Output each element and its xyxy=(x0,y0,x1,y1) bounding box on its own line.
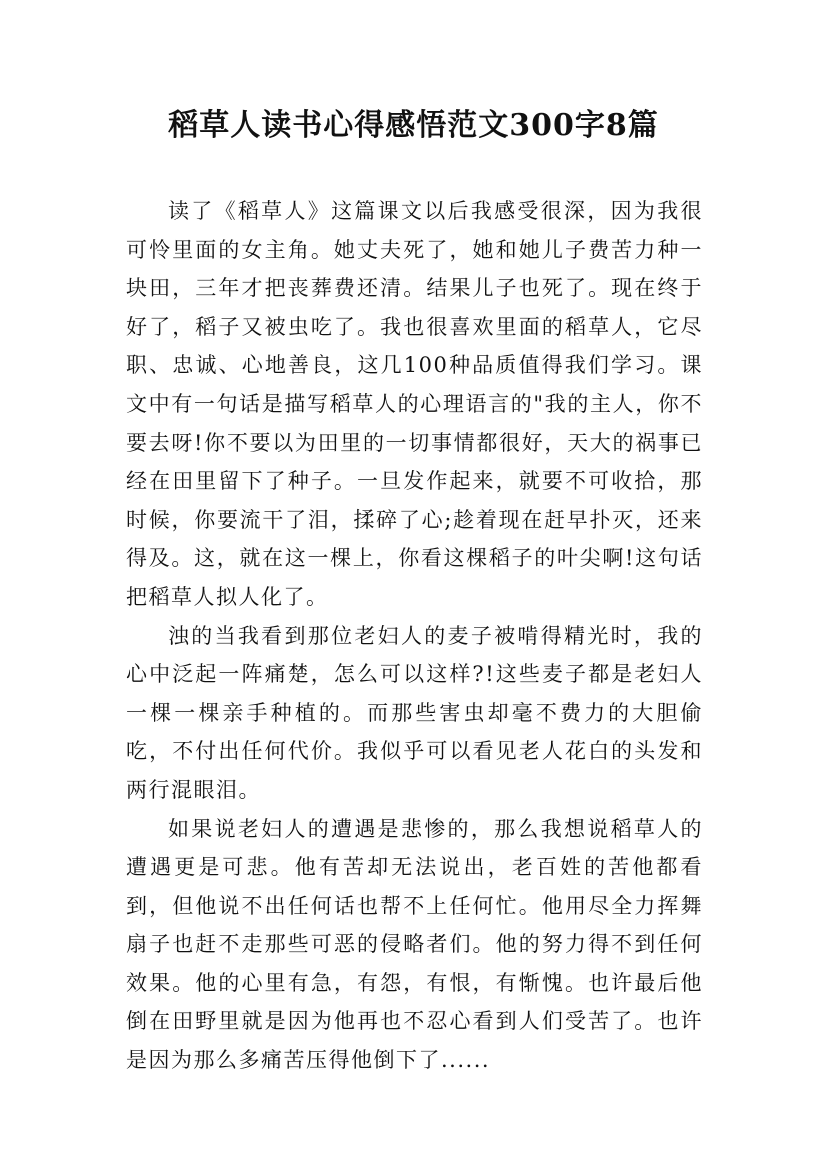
document-title: 稻草人读书心得感悟范文300字8篇 xyxy=(168,108,659,143)
document-body xyxy=(126,192,703,1080)
paragraph-3: 如果说老妇人的遭遇是悲惨的，那么我想说稻草人的遭遇更是可悲。他有苦却无法说出，老百姓的苦他都看到，但他说不出任何话也帮不上任何忙。他用尽全力挥舞扇子也赶不走那些可恶的侵略者们。他的努力得不到任何效果。他的心里有急，有怨，有恨，有惭愧。也许最后他倒在田野里就是因为他再也不忍心看到人们受苦了。也许是因为那么多痛苦压得他倒下了...... xyxy=(126,816,703,1073)
paragraph-1: 读了《稻草人》这篇课文以后我感受很深，因为我很可怜里面的女主角。她丈夫死了，她和她儿子费苦力种一块田，三年才把丧葬费还清。结果儿子也死了。现在终于好了，稻子又被虫吃了。我也很喜欢里面的稻草人，它尽职、忠诚、心地善良，这几100种品质值得我们学习。课文中有一句话是描写稻草人的心理语言的"我的主人，你不要去呀!你不要以为田里的一切事情都很好，天大的祸事已经在田里留下了种子。一旦发作起来，就要不可收拾，那时候，你要流干了泪，揉碎了心;趁着现在赶早扑灭，还来得及。这，就在这一棵上，你看这棵稻子的叶尖啊!这句话把稻草人拟人化了。 xyxy=(126,199,703,609)
paragraph-2: 浊的当我看到那位老妇人的麦子被啃得精光时，我的心中泛起一阵痛楚，怎么可以这样?!这些麦子都是老妇人一棵一棵亲手种植的。而那些害虫却毫不费力的大胆偷吃，不付出任何代价。我似乎可以看见老人花白的头发和两行混眼泪。 xyxy=(126,623,703,802)
